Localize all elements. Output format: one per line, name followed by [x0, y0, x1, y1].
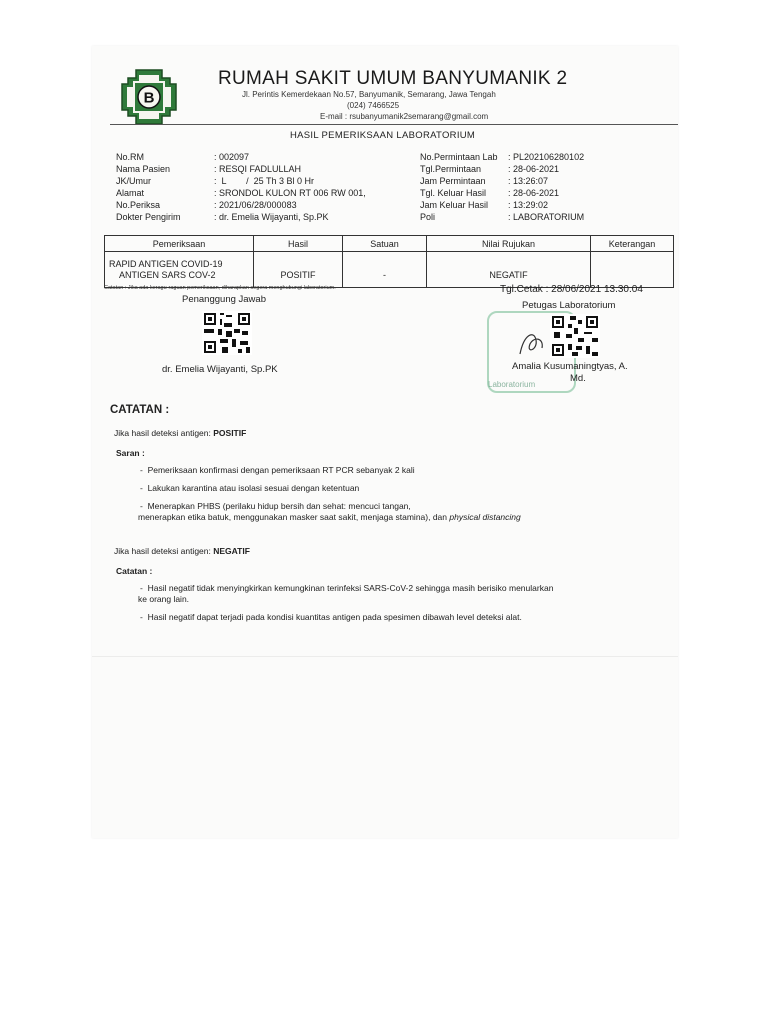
table-row — [105, 252, 674, 288]
signer-right-title: Petugas Laboratorium — [522, 300, 616, 311]
label-alamat: Alamat — [116, 188, 145, 198]
negative-word: NEGATIF — [213, 546, 250, 556]
document-title: HASIL PEMERIKSAAN LABORATORIUM — [290, 130, 476, 141]
signer-left-name: dr. Emelia Wijayanti, Sp.PK — [162, 364, 278, 375]
list-item — [140, 483, 359, 493]
list-item — [140, 583, 553, 593]
cell-hasil: POSITIF — [254, 252, 343, 288]
saran-item-3: Menerapkan PHBS (perilaku hidup bersih dan sehat: mencuci tangan, — [147, 501, 411, 511]
col-hasil: Hasil — [254, 236, 343, 252]
value-tgl-keluar: : 28-06-2021 — [508, 188, 560, 198]
cell-pemeriksaan — [105, 252, 254, 288]
saran-item-1: Pemeriksaan konfirmasi dengan pemeriksaan RT PCR sebanyak 2 kali — [147, 465, 415, 475]
value-jam-permintaan: : 13:26:07 — [508, 176, 549, 186]
list-item-continued — [138, 512, 521, 522]
list-item — [140, 465, 415, 475]
positive-line — [114, 428, 246, 438]
hospital-address: Jl. Perintis Kemerdekaan No.57, Banyumanik, Semarang, Jawa Tengah — [242, 90, 496, 99]
value-alamat: : SRONDOL KULON RT 006 RW 001, — [214, 188, 366, 198]
label-nama-pasien: Nama Pasien — [116, 164, 171, 174]
catatan-item-1: Hasil negatif tidak menyingkirkan kemungkinan terinfeksi SARS-CoV-2 sehingga masih berisiko menularkan — [147, 583, 554, 593]
hospital-phone: (024) 7466525 — [347, 101, 400, 110]
value-no-periksa: : 2021/06/28/000083 — [214, 200, 297, 210]
bullet: - — [140, 501, 143, 511]
value-poli: : LABORATORIUM — [508, 212, 585, 222]
label-jk-umur: JK/Umur — [116, 176, 152, 186]
test-group: RAPID ANTIGEN COVID-19 — [109, 258, 223, 269]
value-no-permintaan: : PL202106280102 — [508, 152, 585, 162]
negative-intro: Jika hasil deteksi antigen: — [114, 546, 211, 556]
signer-right-suffix: Md. — [570, 373, 586, 384]
positive-intro: Jika hasil deteksi antigen: — [114, 428, 211, 438]
cell-nilai-rujukan: NEGATIF — [427, 252, 591, 288]
test-name: ANTIGEN SARS COV-2 — [119, 269, 216, 280]
table-header-row — [105, 236, 674, 252]
bullet: - — [140, 465, 143, 475]
label-poli: Poli — [420, 212, 436, 222]
list-item — [140, 612, 522, 622]
hospital-name: RUMAH SAKIT UMUM BANYUMANIK 2 — [218, 68, 568, 89]
qr-code-right — [550, 314, 600, 358]
label-no-permintaan: No.Permintaan Lab — [420, 152, 498, 162]
catatan-item-2: Hasil negatif dapat terjadi pada kondisi kuantitas antigen pada spesimen dibawah level deteksi alat. — [147, 612, 522, 622]
col-keterangan: Keterangan — [591, 236, 674, 252]
bullet: - — [140, 612, 143, 622]
saran-item-3-italic: physical distancing — [449, 512, 521, 522]
value-jk-umur: : L / 25 Th 3 Bl 0 Hr — [214, 176, 315, 186]
label-tgl-keluar: Tgl. Keluar Hasil — [420, 188, 487, 198]
cell-satuan: - — [343, 252, 427, 288]
label-dokter-pengirim: Dokter Pengirim — [116, 212, 181, 222]
hospital-email: E-mail : rsubanyumanik2semarang@gmail.com — [320, 112, 489, 121]
negative-line — [114, 546, 250, 556]
signature-mark — [512, 324, 552, 364]
label-no-periksa: No.Periksa — [116, 200, 161, 210]
col-nilai-rujukan: Nilai Rujukan — [427, 236, 591, 252]
saran-item-2: Lakukan karantina atau isolasi sesuai dengan ketentuan — [147, 483, 360, 493]
logo-letter: B — [143, 89, 155, 107]
lab-stamp-text: Laboratorium — [488, 380, 536, 389]
bullet: - — [140, 483, 143, 493]
cell-keterangan — [591, 252, 674, 288]
list-item-continued: ke orang lain. — [138, 594, 190, 604]
value-tgl-permintaan: : 28-06-2021 — [508, 164, 560, 174]
value-jam-keluar: : 13:29:02 — [508, 200, 549, 210]
results-table — [104, 235, 674, 288]
header-divider — [110, 124, 678, 125]
label-jam-keluar: Jam Keluar Hasil — [420, 200, 489, 210]
paper-fold — [92, 656, 678, 657]
label-no-rm: No.RM — [116, 152, 145, 162]
qr-code-left — [202, 311, 252, 355]
lab-report-page — [92, 46, 678, 838]
col-pemeriksaan: Pemeriksaan — [105, 236, 254, 252]
label-jam-permintaan: Jam Permintaan — [420, 176, 486, 186]
print-date: Tgl.Cetak : 28/06/2021 13.30.04 — [500, 284, 643, 295]
saran-item-3-cont: menerapkan etika batuk, menggunakan masker saat sakit, menjaga stamina), dan — [138, 512, 448, 522]
saran-label: Saran : — [116, 448, 145, 458]
bullet: - — [140, 583, 143, 593]
notes-heading: CATATAN : — [110, 404, 170, 416]
label-tgl-permintaan: Tgl.Permintaan — [420, 164, 482, 174]
list-item — [140, 501, 411, 511]
signer-right-name: Amalia Kusumaningtyas, A. — [512, 361, 628, 372]
value-dokter-pengirim: : dr. Emelia Wijayanti, Sp.PK — [214, 212, 329, 222]
positive-word: POSITIF — [213, 428, 247, 438]
col-satuan: Satuan — [343, 236, 427, 252]
hospital-logo — [120, 68, 178, 126]
catatan-label: Catatan : — [116, 566, 153, 576]
value-no-rm: : 002097 — [214, 152, 250, 162]
caution-note: Catatan : Jika ada keragu-raguan pemeriksaan, diharapkan segera menghubungi laboratorium. — [104, 285, 336, 291]
signer-left-title: Penanggung Jawab — [182, 294, 266, 305]
value-nama-pasien: : RESQI FADLULLAH — [214, 164, 302, 174]
